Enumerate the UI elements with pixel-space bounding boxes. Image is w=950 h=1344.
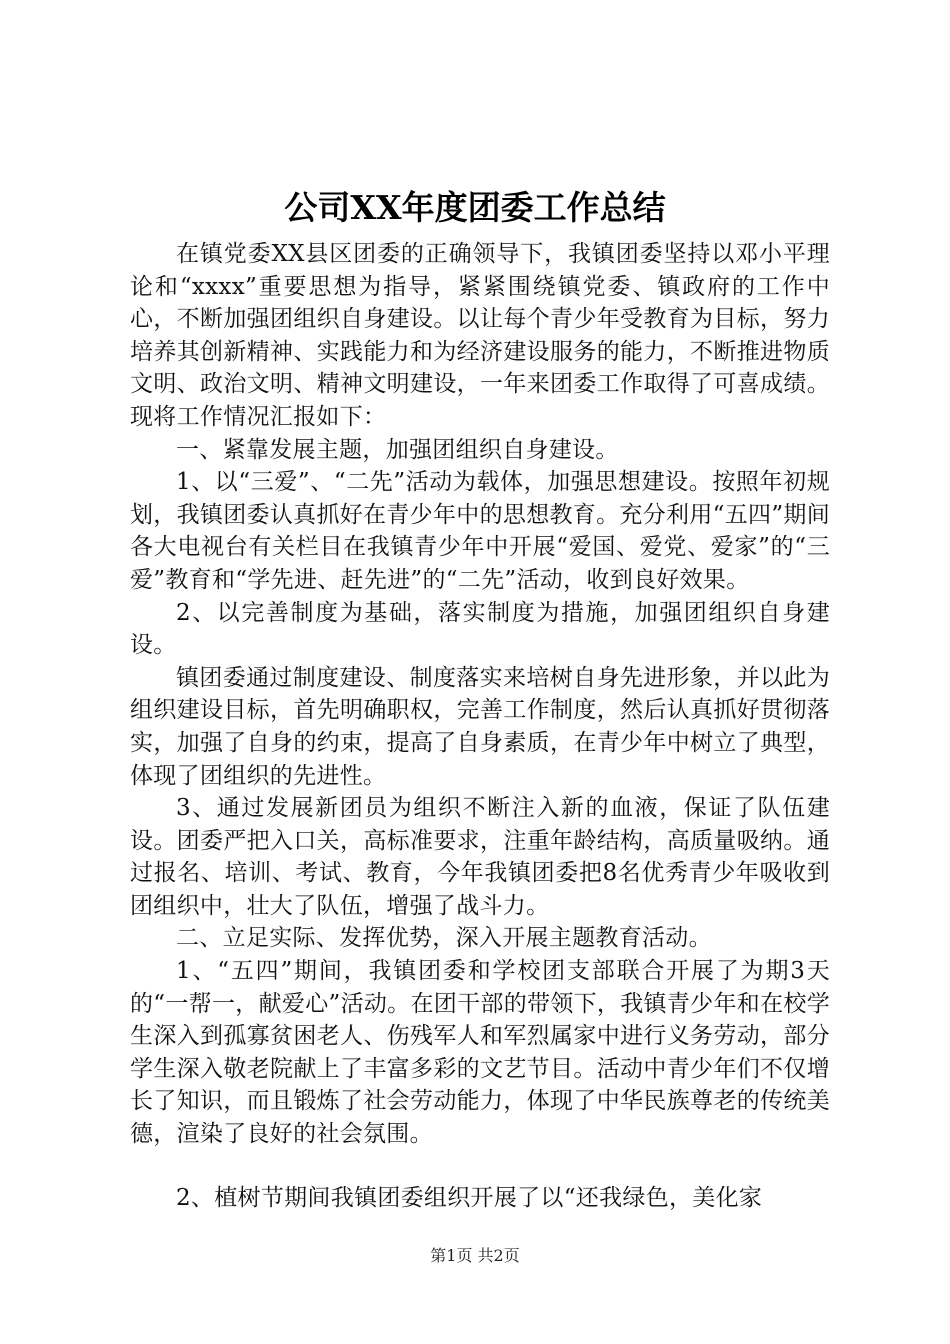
paragraph-item-1-2-detail: 镇团委通过制度建设、制度落实来培树自身先进形象，并以此为组织建设目标，首先明确职权，完善工作制度，然后认真抓好贯彻落实，加强了自身的约束，提高了自身素质，在青少年中树立了典型，体现了团组织的先进性。 <box>130 664 830 789</box>
paragraph-item-1-1: 1、以“三爱”、“二先”活动为载体，加强思想建设。按照年初规划，我镇团委认真抓好在青少年中的思想教育。充分利用“五四”期间各大电视台有关栏目在我镇青少年中开展“爱国、爱党、爱家”的“三爱”教育和“学先进、赶先进”的“二先”活动，收到良好效果。 <box>130 469 830 593</box>
document-body <box>130 238 830 1214</box>
paragraph-intro: 在镇党委XX县区团委的正确领导下，我镇团委坚持以邓小平理论和“xxxx”重要思想为指导，紧紧围绕镇党委、镇政府的工作中心，不断加强团组织自身建设。以让每个青少年受教育为目标，努力培养其创新精神、实践能力和为经济建设服务的能力，不断推进物质文明、政治文明、精神文明建设，一年来团委工作取得了可喜成绩。现将工作情况汇报如下： <box>130 241 830 430</box>
section-heading-1: 一、紧靠发展主题，加强团组织自身建设。 <box>176 436 619 463</box>
page-footer: 第1页 共2页 <box>430 1246 520 1265</box>
paragraph-item-1-3: 3、通过发展新团员为组织不断注入新的血液，保证了队伍建设。团委严把入口关，高标准要求，注重年龄结构，高质量吸纳。通过报名、培训、考试、教育，今年我镇团委把8名优秀青少年吸收到团组织中，壮大了队伍，增强了战斗力。 <box>130 795 830 919</box>
paragraph-item-2-1: 1、“五四”期间，我镇团委和学校团支部联合开展了为期3天的“一帮一，献爱心”活动。在团干部的带领下，我镇青少年和在校学生深入到孤寡贫困老人、伤残军人和军烈属家中进行义务劳动，部分学生深入敬老院献上了丰富多彩的文艺节目。活动中青少年们不仅增长了知识，而且锻炼了社会劳动能力，体现了中华民族尊老的传统美德，渲染了良好的社会氛围。 <box>130 958 830 1148</box>
document-title: 公司XX年度团委工作总结 <box>284 188 666 227</box>
section-heading-2: 二、立足实际、发挥优势，深入开展主题教育活动。 <box>176 925 712 952</box>
paragraph-item-1-2: 2、以完善制度为基础，落实制度为措施，加强团组织自身建设。 <box>130 599 830 659</box>
paragraph-item-2-2: 2、植树节期间我镇团委组织开展了以“还我绿色，美化家 <box>176 1184 763 1211</box>
